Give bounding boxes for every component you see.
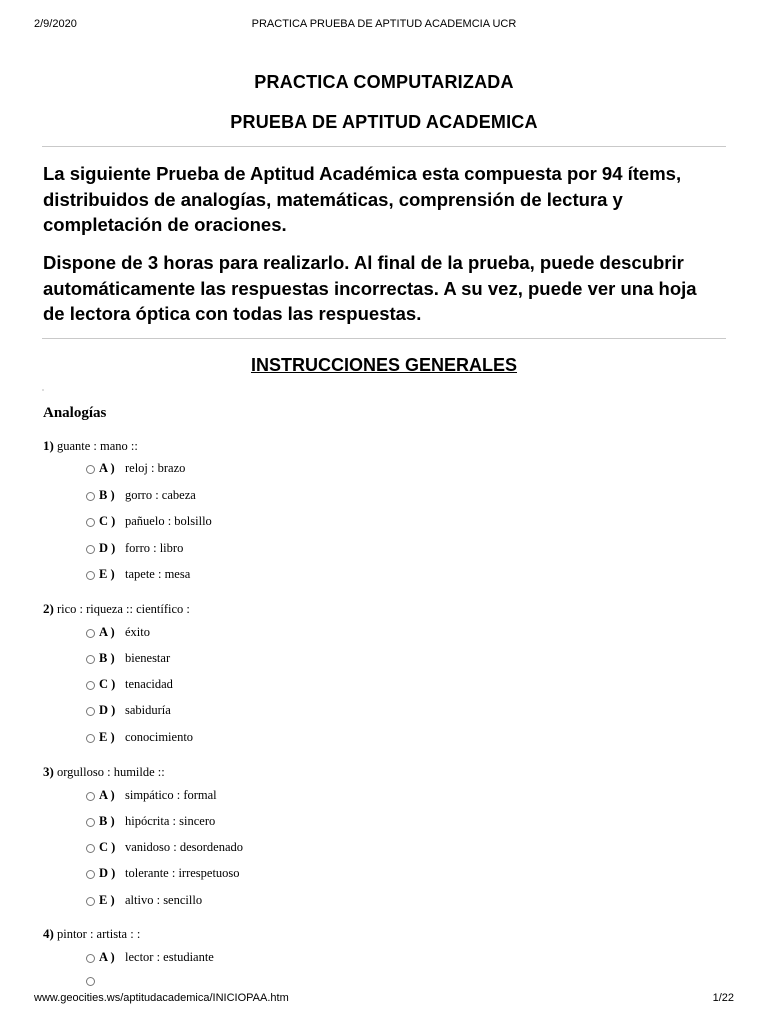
radio-button[interactable] [86, 707, 95, 716]
option-text: pañuelo : bolsillo [125, 513, 212, 528]
divider [42, 338, 726, 339]
radio-button[interactable] [86, 629, 95, 638]
question-number: 4) [43, 926, 54, 941]
question-2 [43, 601, 190, 617]
option-letter: B ) [99, 813, 115, 828]
question-number: 1) [43, 438, 54, 453]
option-3c[interactable] [86, 839, 243, 855]
question-prompt: orgulloso : humilde :: [56, 765, 165, 779]
option-1e[interactable] [86, 566, 190, 582]
radio-button[interactable] [86, 655, 95, 664]
option-text: tolerante : irrespetuoso [125, 865, 240, 880]
print-doc-title: PRACTICA PRUEBA DE APTITUD ACADEMCIA UCR [251, 18, 517, 30]
option-4b[interactable] [86, 972, 125, 988]
option-3d[interactable] [86, 865, 240, 881]
question-number: 2) [43, 601, 54, 616]
option-text: altivo : sencillo [125, 892, 203, 907]
page-subtitle: PRUEBA DE APTITUD ACADEMICA [230, 112, 538, 132]
question-3 [43, 764, 165, 780]
page-number: 1/22 [712, 992, 734, 1004]
option-letter: E ) [99, 566, 115, 581]
option-letter: E ) [99, 892, 115, 907]
option-2c[interactable] [86, 676, 173, 692]
option-letter: B ) [99, 487, 115, 502]
option-letter: C ) [99, 676, 116, 691]
radio-button[interactable] [86, 818, 95, 827]
footer-url: www.geocities.ws/aptitudacademica/INICIOPAA.htm [34, 992, 289, 1004]
option-text: éxito [125, 624, 150, 639]
option-letter: A ) [99, 949, 115, 964]
option-text: simpático : formal [125, 787, 217, 802]
option-letter: D ) [99, 702, 116, 717]
option-letter: A ) [99, 460, 115, 475]
section-title: Analogías [43, 405, 107, 421]
radio-button[interactable] [86, 571, 95, 580]
question-prompt: pintor : artista : : [56, 927, 141, 941]
question-number: 3) [43, 764, 54, 779]
option-1b[interactable] [86, 487, 196, 503]
option-2b[interactable] [86, 650, 170, 666]
option-2a[interactable] [86, 624, 150, 640]
radio-button[interactable] [86, 870, 95, 879]
option-letter: C ) [99, 839, 116, 854]
option-text: tenacidad [125, 676, 173, 691]
radio-button[interactable] [86, 844, 95, 853]
option-text: reloj : brazo [125, 460, 186, 475]
question-prompt: guante : mano :: [56, 439, 138, 453]
option-letter: A ) [99, 624, 115, 639]
option-text: gorro : cabeza [125, 487, 196, 502]
option-letter: B ) [99, 650, 115, 665]
option-3b[interactable] [86, 813, 215, 829]
intro-paragraph-1: La siguiente Prueba de Aptitud Académica esta compuesta por 94 ítems, distribuidos de analogías, matemáticas, comprensión de lectura y completación de oraciones. [43, 163, 682, 235]
option-2d[interactable] [86, 702, 171, 718]
option-text: bienestar [125, 650, 171, 665]
radio-button[interactable] [86, 492, 95, 501]
option-4a[interactable] [86, 949, 214, 965]
option-text: tapete : mesa [125, 566, 191, 581]
divider-dot [42, 389, 44, 391]
print-date: 2/9/2020 [34, 18, 77, 30]
option-3e[interactable] [86, 892, 202, 908]
option-text: forro : libro [125, 540, 184, 555]
divider [42, 146, 726, 147]
option-text: sabiduría [125, 702, 171, 717]
option-1a[interactable] [86, 460, 185, 476]
option-1c[interactable] [86, 513, 212, 529]
option-letter: C ) [99, 513, 116, 528]
instructions-heading: INSTRUCCIONES GENERALES [250, 355, 518, 375]
radio-button[interactable] [86, 545, 95, 554]
radio-button[interactable] [86, 681, 95, 690]
option-text: vanidoso : desordenado [125, 839, 244, 854]
intro-paragraph-2: Dispone de 3 horas para realizarlo. Al final de la prueba, puede descubrir automáticamente las respuestas incorrectas. A su vez, puede ver una hoja de lectora óptica con todas las respuestas. [43, 252, 697, 324]
option-letter: A ) [99, 787, 115, 802]
radio-button[interactable] [86, 792, 95, 801]
option-text: lector : estudiante [125, 949, 214, 964]
option-letter: E ) [99, 729, 115, 744]
radio-button[interactable] [86, 977, 95, 986]
radio-button[interactable] [86, 954, 95, 963]
option-3a[interactable] [86, 787, 217, 803]
radio-button[interactable] [86, 465, 95, 474]
option-2e[interactable] [86, 729, 193, 745]
question-prompt: rico : riqueza :: científico : [56, 602, 190, 616]
option-letter: D ) [99, 540, 116, 555]
question-1 [43, 438, 138, 454]
page-title: PRACTICA COMPUTARIZADA [254, 72, 514, 92]
radio-button[interactable] [86, 518, 95, 527]
question-4 [43, 926, 140, 942]
radio-button[interactable] [86, 734, 95, 743]
radio-button[interactable] [86, 897, 95, 906]
option-1d[interactable] [86, 540, 183, 556]
option-letter: D ) [99, 865, 116, 880]
option-text: conocimiento [125, 729, 194, 744]
option-text: hipócrita : sincero [125, 813, 216, 828]
